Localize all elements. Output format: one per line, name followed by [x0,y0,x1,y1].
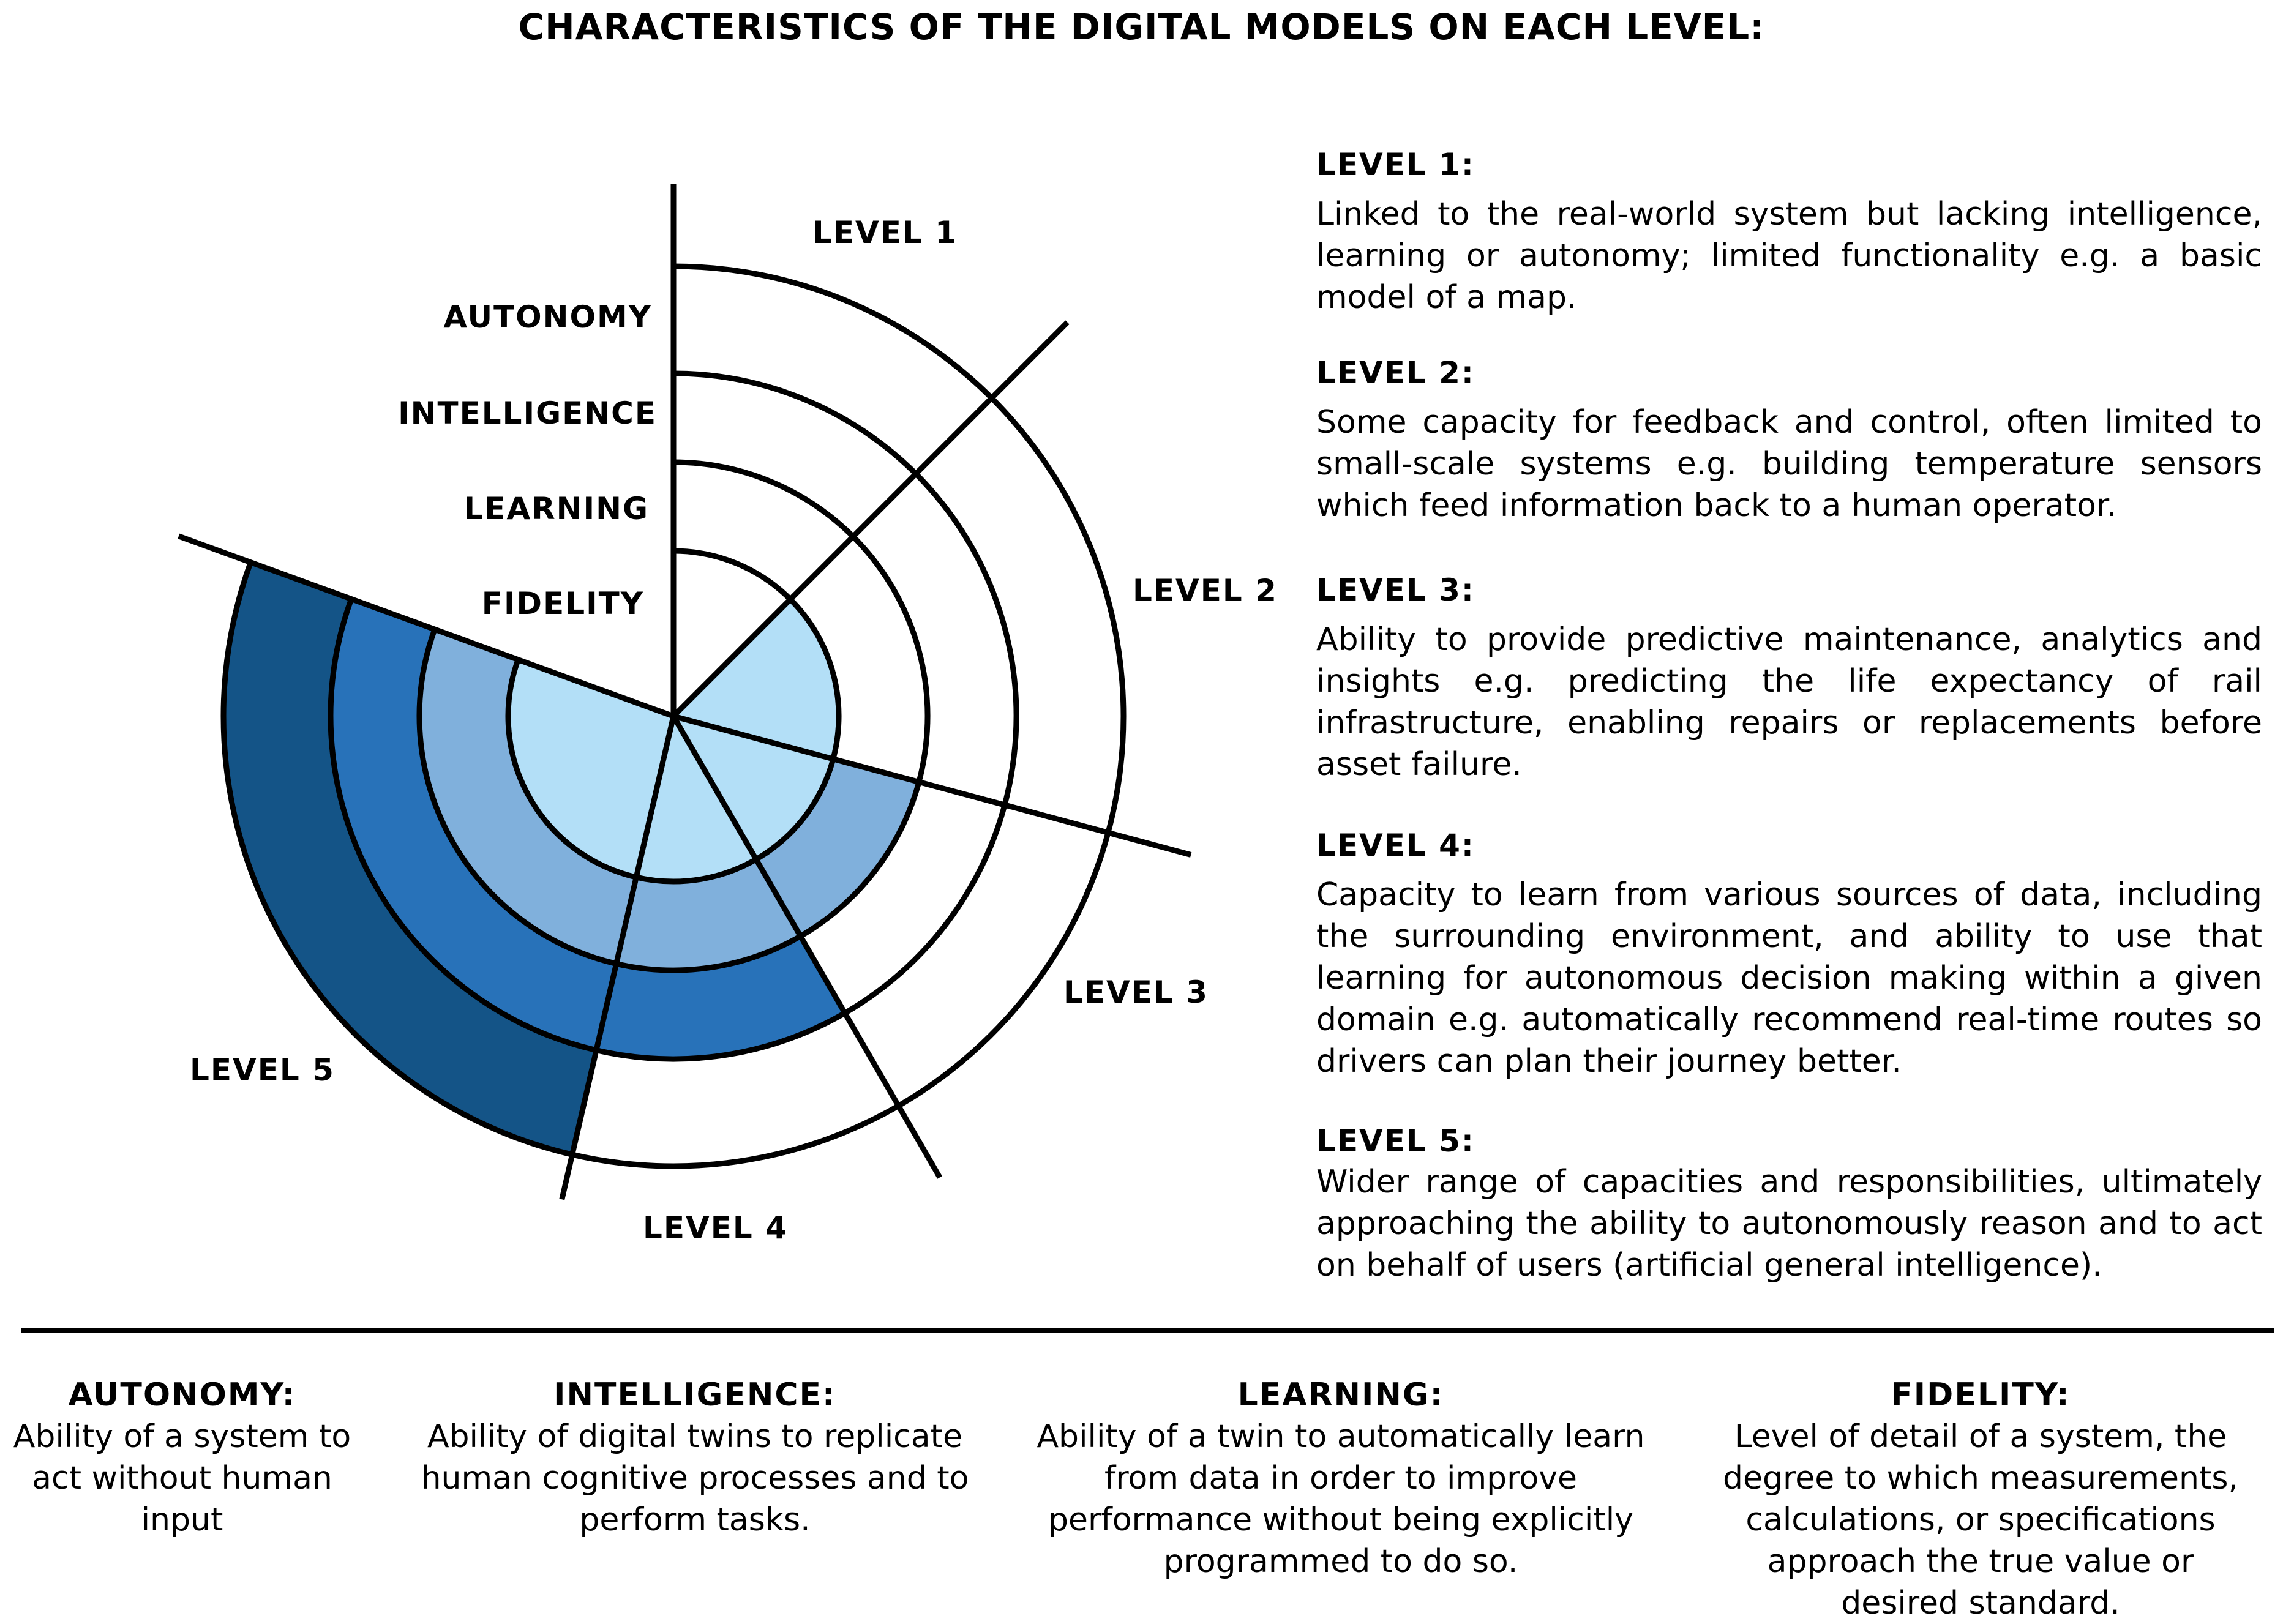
level-4-text: Capacity to learn from various sources of data, including the surrounding environment, and ability to use that learning for autonomous decision making within a given domain e.g. automatically recommend real-time routes so drivers can plan their journey better. [1316,877,2262,1080]
axis-label-learning: LEARNING [463,491,649,526]
level-2-heading: LEVEL 2: [1316,355,1475,391]
axis-label-fidelity: FIDELITY [481,586,644,621]
definition-fidelity [1705,1374,2256,1624]
definition-learning-text: Ability of a twin to automatically learn from data in order to improve performance without being explicitly programmed to do so. [1037,1418,1645,1580]
definition-learning [1035,1374,1647,1582]
level-label-1: LEVEL 1 [812,215,958,250]
axis-label-autonomy: AUTONOMY [443,299,652,335]
level-5-description [1316,1123,2262,1286]
level-3-description [1316,572,2262,785]
definition-intelligence-heading: INTELLIGENCE: [553,1377,836,1413]
level-1-text: Linked to the real-world system but lacking intelligence, learning or autonomy; limited functionality e.g. a basic model of a map. [1316,196,2262,316]
level-5-heading: LEVEL 5: [1316,1123,1475,1159]
definition-intelligence [401,1374,989,1541]
level-5-text: Wider range of capacities and responsibilities, ultimately approaching the ability to autonomously reason and to act on behalf of users (artificial general intelligence). [1316,1164,2262,1284]
level-label-5: LEVEL 5 [190,1052,335,1088]
level-3-text: Ability to provide predictive maintenance, analytics and insights e.g. predicting the life expectancy of rail infrastructure, enabling repairs or replacements before asset failure. [1316,621,2262,783]
section-divider [21,1328,2274,1333]
axis-label-intelligence: INTELLIGENCE [398,395,657,431]
definition-fidelity-text: Level of detail of a system, the degree to which measurements, calculations, or specifications approach the true value or desired standard. [1723,1418,2238,1622]
level-2-description [1316,355,2262,526]
definition-fidelity-heading: FIDELITY: [1891,1377,2071,1413]
spoke-level-1-2 [673,323,1067,716]
level-3-heading: LEVEL 3: [1316,572,1475,608]
definition-learning-heading: LEARNING: [1237,1377,1444,1413]
level-label-2: LEVEL 2 [1133,573,1278,608]
level-2-text: Some capacity for feedback and control, often limited to small-scale systems e.g. building temperature sensors which feed information back to a human operator. [1316,404,2262,524]
page-title: CHARACTERISTICS OF THE DIGITAL MODELS ON EACH LEVEL: [518,6,1765,48]
definition-autonomy-heading: AUTONOMY: [68,1377,296,1413]
level-1-heading: LEVEL 1: [1316,147,1475,182]
definition-autonomy [12,1374,352,1541]
level-label-3: LEVEL 3 [1063,975,1209,1010]
level-1-description [1316,147,2262,318]
level-label-4: LEVEL 4 [643,1210,788,1246]
level-4-description [1316,828,2262,1082]
level-4-heading: LEVEL 4: [1316,828,1475,863]
definition-autonomy-text: Ability of a system to act without human input [13,1418,351,1538]
definition-intelligence-text: Ability of digital twins to replicate human cognitive processes and to perform tasks. [421,1418,969,1538]
